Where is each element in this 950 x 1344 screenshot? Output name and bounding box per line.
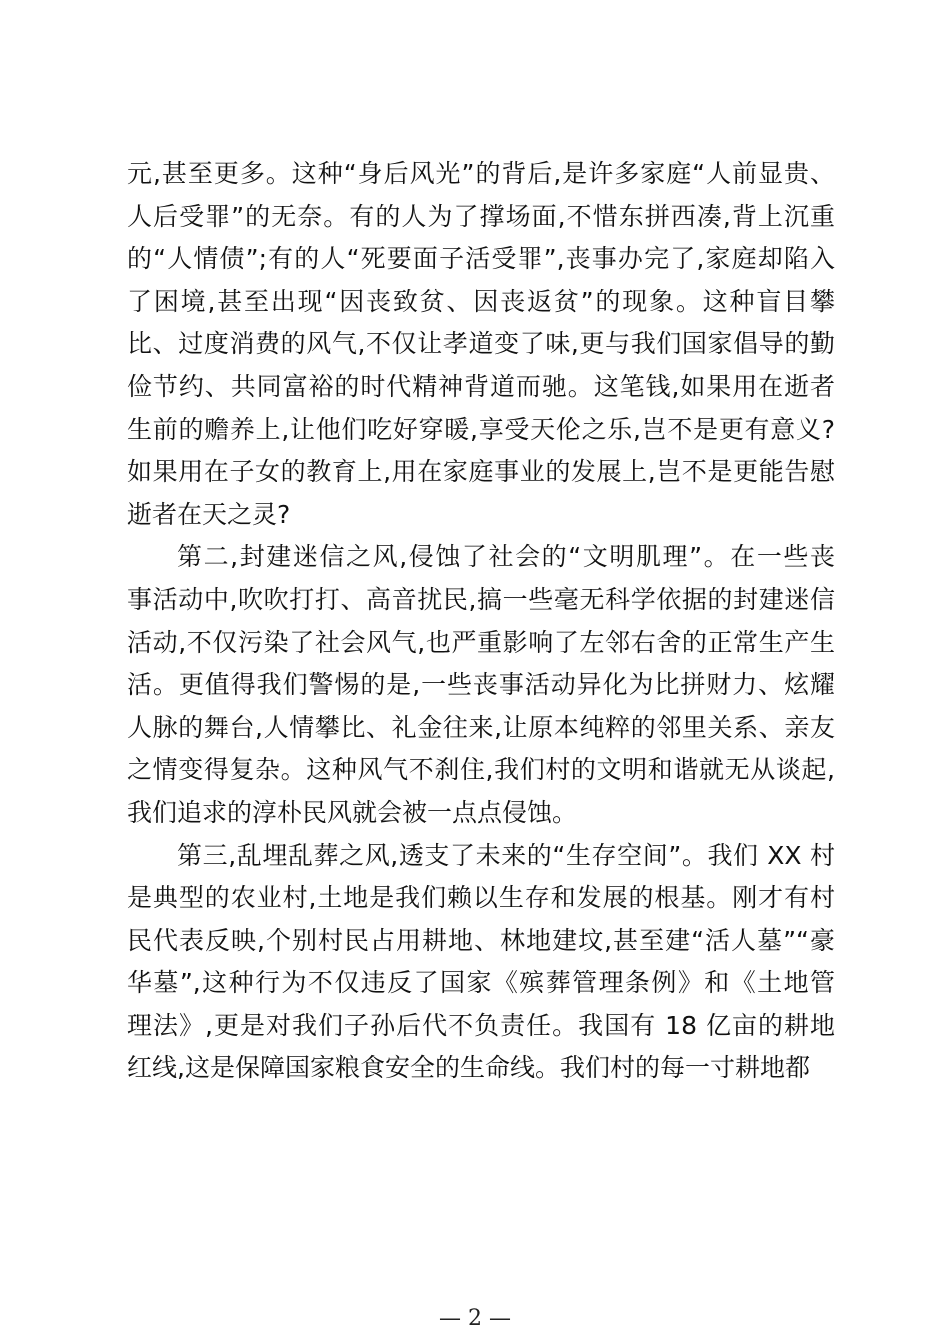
text-line: 了困境,甚至出现“因丧致贫、因丧返贫”的现象。这种盲目攀 (127, 286, 835, 316)
text-line: 我们追求的淳朴民风就会被一点点侵蚀。 (127, 797, 578, 827)
text-line: 之情变得复杂。这种风气不刹住,我们村的文明和谐就无从谈起, (127, 755, 835, 785)
text-line: 事活动中,吹吹打打、高音扰民,搞一些毫无科学依据的封建迷信 (127, 584, 835, 614)
text-line: 人后受罪”的无奈。有的人为了撑场面,不惜东拼西凑,背上沉重 (127, 201, 835, 231)
text-line: 华墓”,这种行为不仅违反了国家《殡葬管理条例》和《土地管 (127, 968, 835, 998)
text-line: 活动,不仅污染了社会风气,也严重影响了左邻右舍的正常生产生 (127, 627, 835, 657)
text-line: 活。更值得我们警惕的是,一些丧事活动异化为比拼财力、炫耀 (127, 670, 835, 700)
text-line: 是典型的农业村,土地是我们赖以生存和发展的根基。刚才有村 (127, 883, 835, 913)
text-line: 的“人情债”;有的人“死要面子活受罪”,丧事办完了,家庭却陷入 (127, 244, 835, 274)
text-line: 民代表反映,个别村民占用耕地、林地建坟,甚至建“活人墓”“豪 (127, 925, 835, 955)
text-line: 理法》,更是对我们子孙后代不负责任。我国有 18 亿亩的耕地 (127, 1010, 835, 1040)
text-line: 第二,封建迷信之风,侵蚀了社会的“文明肌理”。在一些丧 (177, 542, 835, 572)
text-line: 红线,这是保障国家粮食安全的生命线。我们村的每一寸耕地都 (127, 1053, 810, 1083)
text-line: 比、过度消费的风气,不仅让孝道变了味,更与我们国家倡导的勤 (127, 329, 835, 359)
text-line: 如果用在子女的教育上,用在家庭事业的发展上,岂不是更能告慰 (127, 457, 835, 487)
text-line: 元,甚至更多。这种“身后风光”的背后,是许多家庭“人前显贵、 (127, 159, 835, 188)
text-line: 逝者在天之灵? (127, 499, 291, 529)
text-line: 生前的赡养上,让他们吃好穿暖,享受天伦之乐,岂不是更有意义? (127, 414, 835, 444)
text-line: 俭节约、共同富裕的时代精神背道而驰。这笔钱,如果用在逝者 (127, 371, 835, 401)
body-text (127, 153, 835, 1090)
text-line: 第三,乱埋乱葬之风,透支了未来的“生存空间”。我们 XX 村 (177, 840, 835, 870)
text-line: 人脉的舞台,人情攀比、礼金往来,让原本纯粹的邻里关系、亲友 (127, 712, 835, 742)
page-number: — 2 — (439, 1306, 511, 1331)
